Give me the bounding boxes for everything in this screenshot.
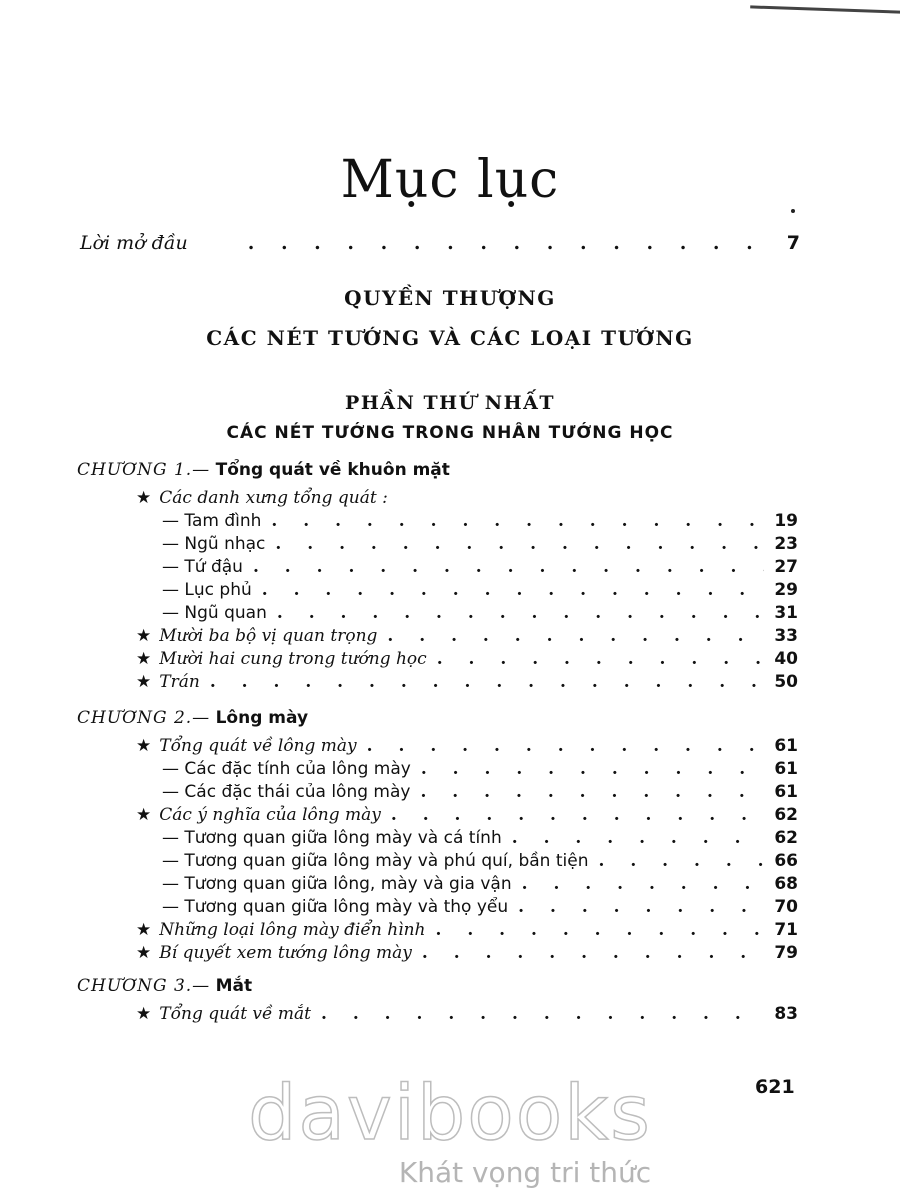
toc-entry-page: 27 <box>774 557 798 577</box>
chapter-title: Tổng quát về khuôn mặt <box>215 460 450 480</box>
toc-entry[interactable] <box>162 580 798 600</box>
toc-entry-label: Những loại lông mày điển hình <box>159 920 426 940</box>
toc-entry[interactable] <box>136 626 798 646</box>
toc-entry-label: Lời mở đầu <box>80 232 188 254</box>
toc-entry[interactable] <box>162 828 798 848</box>
toc-entry-label: — Tương quan giữa lông mày và thọ yểu <box>162 897 509 917</box>
toc-entry-label: — Ngũ nhạc <box>162 534 266 554</box>
chapter-label: CHƯƠNG 3.— <box>77 976 211 996</box>
page-number: 621 <box>755 1076 795 1098</box>
chapter-2-heading <box>77 708 308 728</box>
stray-dot <box>791 209 795 213</box>
dot-leader <box>275 534 764 554</box>
toc-entry[interactable] <box>162 897 798 917</box>
toc-entry[interactable] <box>162 603 798 623</box>
volume-subtitle: CÁC NÉT TƯỚNG VÀ CÁC LOẠI TƯỚNG <box>206 326 694 350</box>
toc-entry-label: — Tương quan giữa lông, mày và gia vận <box>162 874 512 894</box>
toc-entry[interactable] <box>162 874 798 894</box>
toc-entry-label: Các danh xưng tổng quát : <box>159 488 388 508</box>
star-bullet-icon: ★ <box>136 649 152 669</box>
toc-entry-page: 23 <box>774 534 798 554</box>
chapter-1-heading <box>77 460 450 480</box>
toc-entry[interactable] <box>162 511 798 531</box>
toc-entry-label: — Tam đình <box>162 511 262 531</box>
dot-leader <box>522 874 765 894</box>
toc-entry-page: 71 <box>774 920 798 940</box>
star-bullet-icon: ★ <box>136 736 152 756</box>
dot-leader <box>248 232 777 254</box>
dot-leader <box>253 557 764 577</box>
page-title: Mục lục <box>340 150 560 210</box>
dot-leader <box>437 649 765 669</box>
scan-edge-mark <box>750 5 900 23</box>
toc-entry[interactable] <box>162 782 798 802</box>
toc-entry-preface[interactable] <box>80 232 800 254</box>
dot-leader <box>367 736 765 756</box>
toc-entry-label: Trán <box>159 672 200 692</box>
dot-leader <box>391 805 764 825</box>
chapter-3-heading <box>77 976 252 996</box>
chapter-label: CHƯƠNG 2.— <box>77 708 211 728</box>
toc-entry-label: Mười ba bộ vị quan trọng <box>159 626 378 646</box>
toc-entry-page: 62 <box>774 805 798 825</box>
toc-entry-page: 50 <box>774 672 798 692</box>
toc-entry-page: 66 <box>774 851 798 871</box>
part-heading: PHẦN THỨ NHẤT <box>345 392 555 414</box>
chapter-title: Lông mày <box>215 708 309 728</box>
watermark-slogan: Khát vọng tri thức <box>398 1156 652 1189</box>
toc-entry-page: 31 <box>774 603 798 623</box>
toc-entry[interactable] <box>136 649 798 669</box>
dot-leader <box>387 626 764 646</box>
chapter-title: Mắt <box>215 976 253 996</box>
toc-entry-label: — Tương quan giữa lông mày và phú quí, bần tiện <box>162 851 589 871</box>
dot-leader <box>422 943 764 963</box>
toc-entry-page: 61 <box>774 736 798 756</box>
toc-entry-page: 79 <box>774 943 798 963</box>
toc-entry[interactable] <box>162 557 798 577</box>
dot-leader <box>598 851 764 871</box>
toc-entry[interactable] <box>136 805 798 825</box>
toc-entry-label: Bí quyết xem tướng lông mày <box>159 943 412 963</box>
toc-entry-label: Tổng quát về lông mày <box>159 736 357 756</box>
star-bullet-icon: ★ <box>136 943 152 963</box>
toc-entry[interactable] <box>162 851 798 871</box>
toc-entry-page: 70 <box>774 897 798 917</box>
toc-entry-page: 29 <box>774 580 798 600</box>
volume-heading: QUYỀN THƯỢNG <box>344 286 556 310</box>
dot-leader <box>512 828 765 848</box>
toc-entry-page: 61 <box>774 782 798 802</box>
star-bullet-icon: ★ <box>136 626 152 646</box>
toc-entry[interactable] <box>162 759 798 779</box>
chapter-label: CHƯƠNG 1.— <box>77 460 211 480</box>
toc-entry-label: — Ngũ quan <box>162 603 267 623</box>
toc-entry[interactable] <box>136 736 798 756</box>
toc-entry-page: 62 <box>774 828 798 848</box>
dot-leader <box>262 580 765 600</box>
toc-entry-page: 40 <box>774 649 798 669</box>
toc-entry-page: 19 <box>774 511 798 531</box>
toc-entry-page: 61 <box>774 759 798 779</box>
toc-entry[interactable] <box>162 534 798 554</box>
star-bullet-icon: ★ <box>136 672 152 692</box>
toc-entry-page: 68 <box>774 874 798 894</box>
toc-entry[interactable] <box>136 672 798 692</box>
toc-entry-label: Mười hai cung trong tướng học <box>159 649 427 669</box>
star-bullet-icon: ★ <box>136 920 152 940</box>
star-bullet-icon: ★ <box>136 488 152 508</box>
toc-entry[interactable] <box>136 1004 798 1024</box>
dot-leader <box>421 759 765 779</box>
toc-entry-label: — Các đặc thái của lông mày <box>162 782 411 802</box>
dot-leader <box>271 511 764 531</box>
toc-entry[interactable] <box>136 943 798 963</box>
dot-leader <box>321 1004 764 1024</box>
toc-entry-label: — Lục phủ <box>162 580 252 600</box>
toc-entry[interactable] <box>136 488 388 508</box>
toc-entry-page: 83 <box>774 1004 798 1024</box>
watermark-brand: davibooks <box>248 1068 652 1157</box>
toc-entry-label: — Các đặc tính của lông mày <box>162 759 411 779</box>
part-subtitle: CÁC NÉT TƯỚNG TRONG NHÂN TƯỚNG HỌC <box>226 423 674 443</box>
toc-entry-label: — Tứ đậu <box>162 557 243 577</box>
dot-leader <box>518 897 764 917</box>
star-bullet-icon: ★ <box>136 805 152 825</box>
dot-leader <box>277 603 764 623</box>
toc-entry-label: — Tương quan giữa lông mày và cá tính <box>162 828 502 848</box>
dot-leader <box>210 672 765 692</box>
toc-entry-label: Các ý nghĩa của lông mày <box>159 805 381 825</box>
star-bullet-icon: ★ <box>136 1004 152 1024</box>
toc-entry-page: 33 <box>774 626 798 646</box>
toc-entry-label: Tổng quát về mắt <box>159 1004 311 1024</box>
dot-leader <box>420 782 764 802</box>
dot-leader <box>436 920 765 940</box>
toc-entry[interactable] <box>136 920 798 940</box>
toc-entry-page: 7 <box>786 232 800 254</box>
